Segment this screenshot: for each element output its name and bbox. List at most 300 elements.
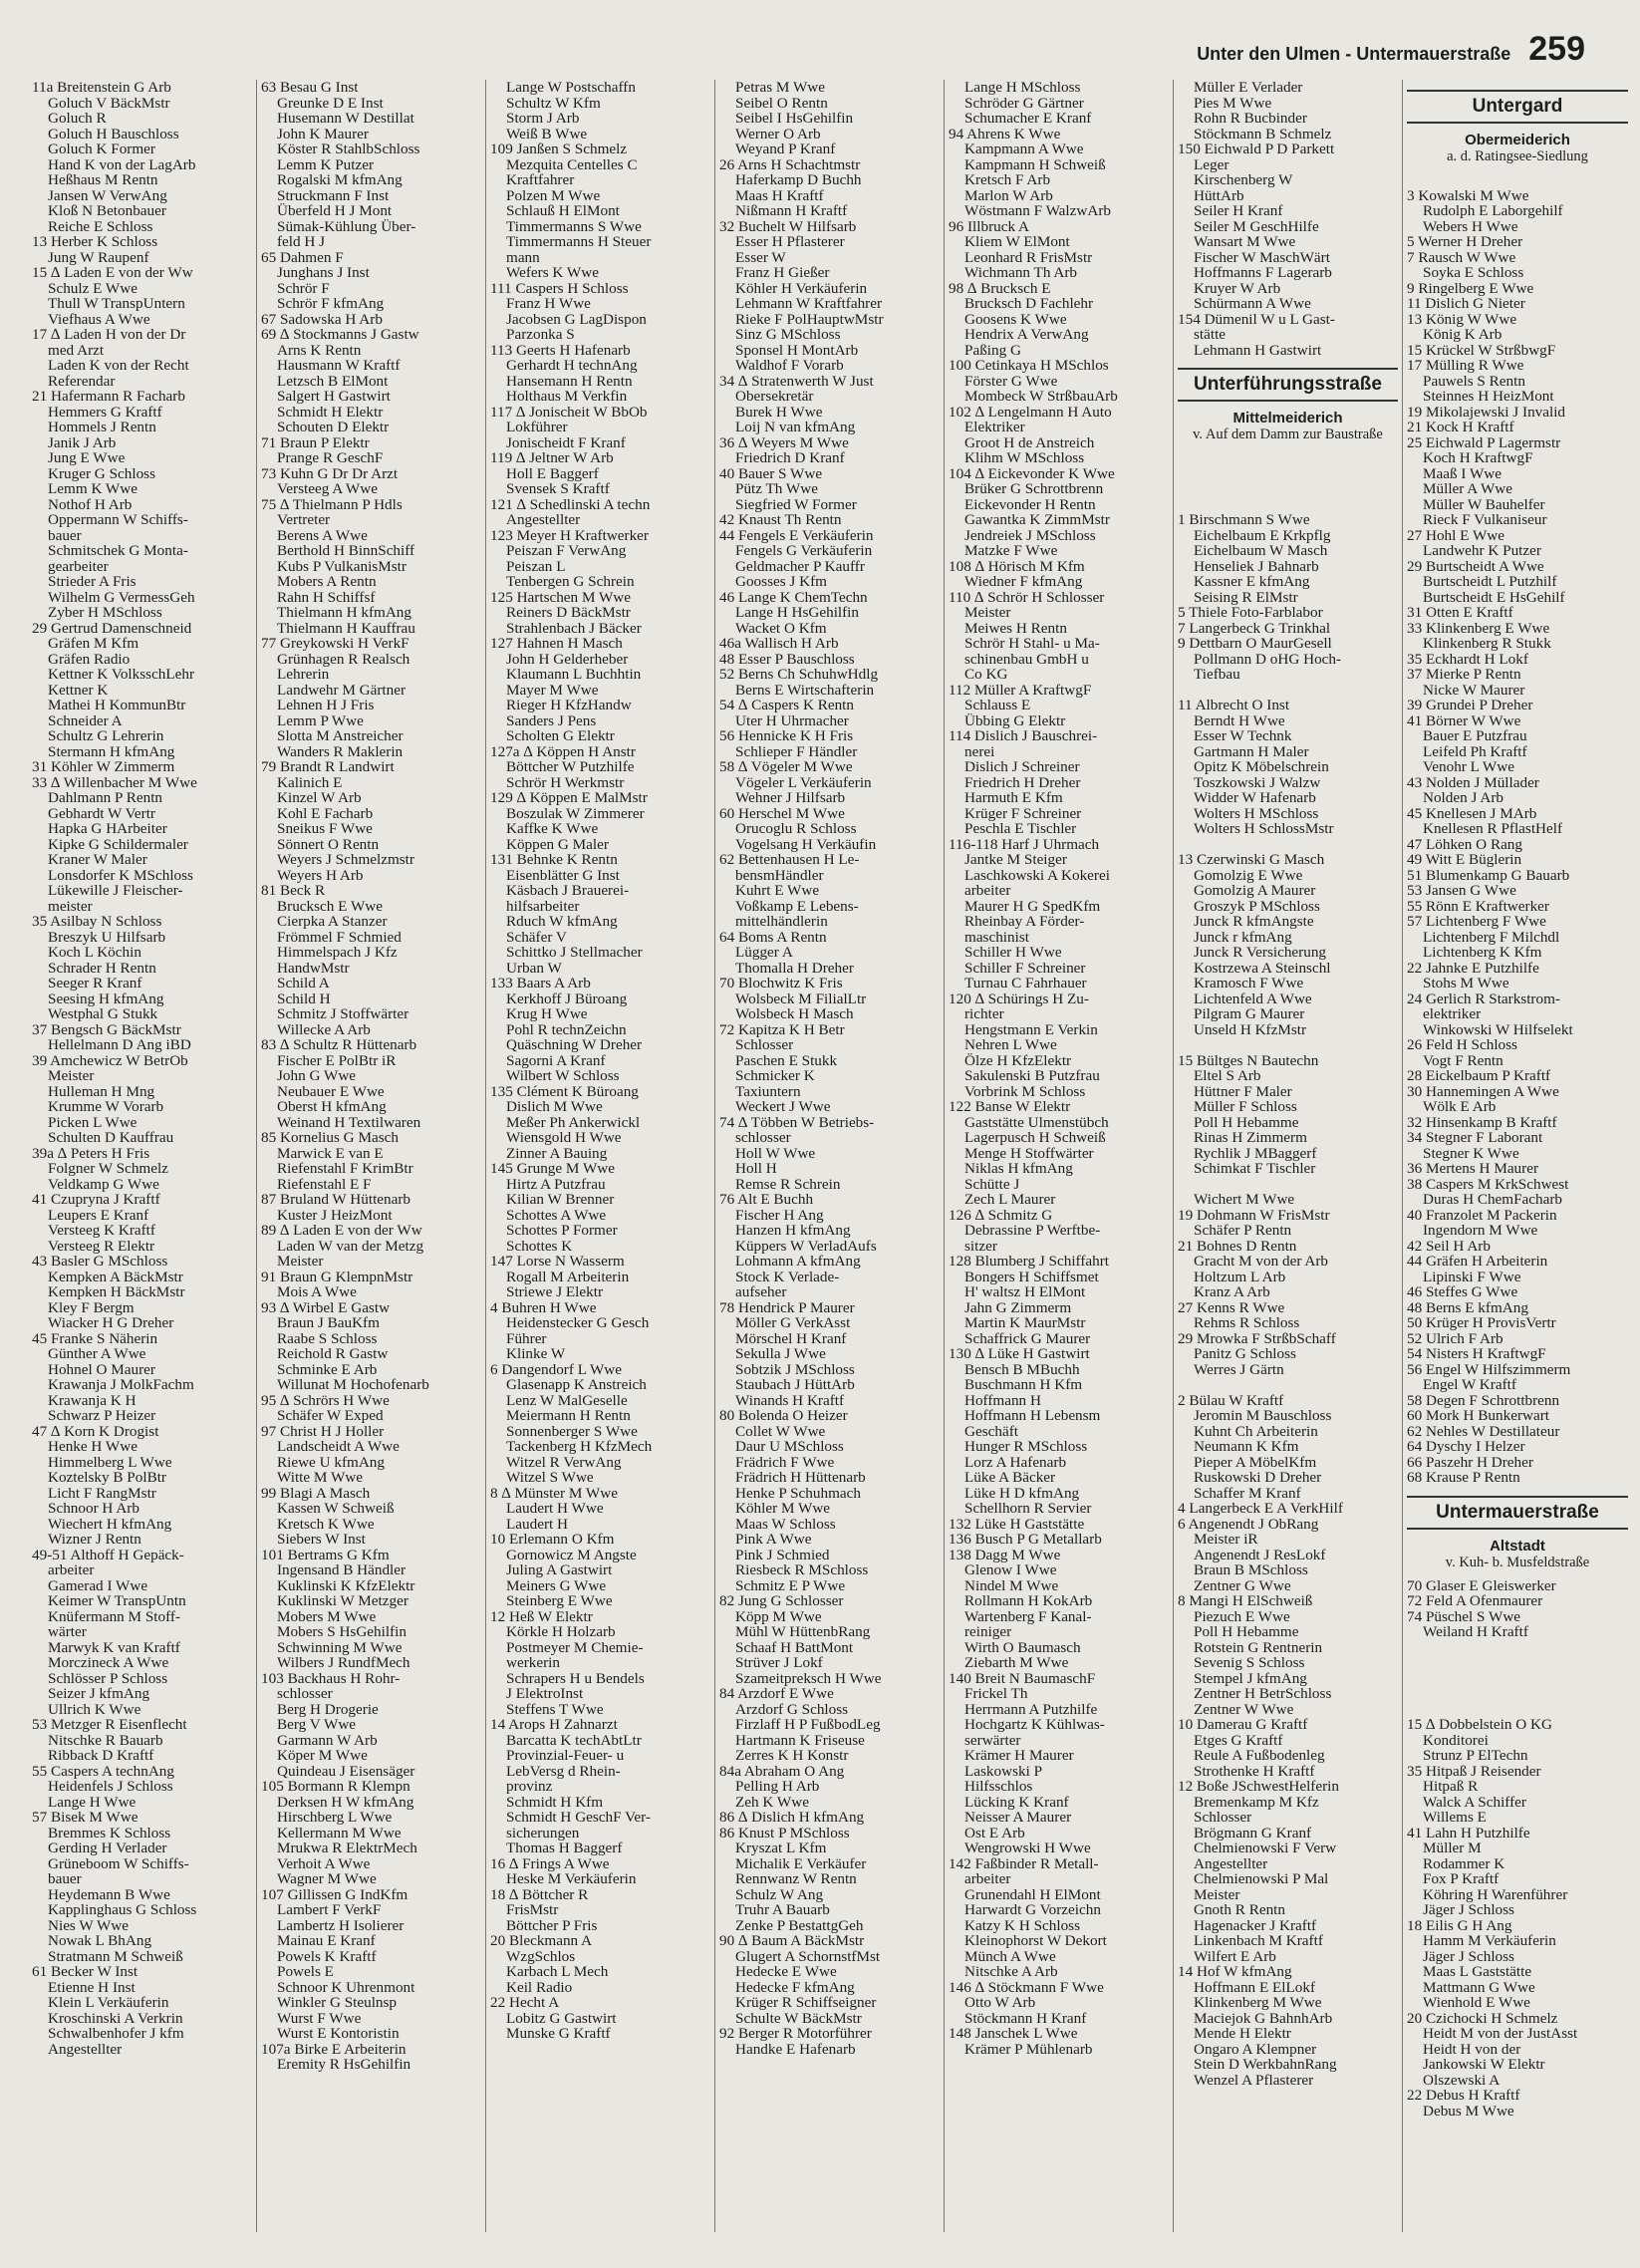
directory-entry: 19 Mikolajewski J Invalid [1407, 404, 1566, 420]
directory-entry: wärter [48, 1624, 87, 1640]
directory-entry: 45 Knellesen J MArb [1407, 805, 1537, 821]
directory-entry: 31 Köhler W Zimmerm [32, 759, 175, 775]
directory-entry: Mühl W HüttenbRang [735, 1624, 871, 1640]
directory-entry: Wiacker H G Dreher [48, 1315, 174, 1331]
directory-entry: Rogall M Arbeiterin [506, 1269, 630, 1284]
directory-entry: Wurst E Kontoristin [277, 2026, 400, 2042]
directory-entry: 125 Hartschen M Wwe [490, 589, 632, 605]
directory-entry: 154 Dümenil W u L Gast- [1178, 311, 1335, 327]
directory-entry: Angestellter [1194, 1855, 1268, 1871]
directory-entry: arbeiter [964, 883, 1011, 899]
directory-entry: Hartmann K Friseuse [735, 1732, 865, 1748]
directory-entry: 53 Metzger R Eisenflecht [32, 1717, 187, 1733]
directory-entry: Willems E [1423, 1810, 1487, 1826]
directory-entry: maschinist [964, 929, 1029, 945]
spacer [1178, 497, 1398, 513]
directory-entry: Krüger F Schreiner [964, 805, 1082, 821]
directory-entry: Kraner W Maler [48, 852, 147, 868]
directory-entry: 8 Mangi H ElSchweiß [1178, 1593, 1313, 1609]
directory-entry: Meßer Ph Ankerwickl [506, 1114, 641, 1130]
directory-entry: Seesing H kfmAng [48, 991, 164, 1006]
directory-entry: Klinkenberg M Wwe [1194, 1995, 1322, 2011]
directory-entry: Holl H [735, 1161, 777, 1177]
directory-entry: 41 Czupryna J Kraftf [32, 1192, 160, 1208]
directory-entry: Voßkamp E Lebens- [735, 898, 859, 914]
directory-entry: Kettner K VolksschLehr [48, 667, 195, 683]
directory-entry: nerei [964, 743, 995, 759]
directory-entry: Mende H Elektr [1194, 2026, 1291, 2042]
directory-entry: Seeger R Kranf [48, 976, 142, 992]
directory-entry: 29 Burtscheidt A Wwe [1407, 558, 1544, 574]
running-head: Unter den Ulmen - Untermauerstraße [1197, 44, 1511, 64]
directory-entry: Lonsdorfer K MSchloss [48, 867, 193, 883]
directory-entry: Schlauß H ElMont [506, 203, 620, 219]
directory-entry: Nolden J Arb [1423, 790, 1503, 806]
directory-entry: Pollmann D oHG Hoch- [1194, 651, 1342, 667]
directory-entry: J ElektroInst [506, 1686, 584, 1702]
directory-entry: Wolters H MSchloss [1194, 805, 1319, 821]
directory-entry: Müller F Schloss [1194, 1099, 1297, 1115]
directory-entry: 42 Knaust Th Rentn [719, 512, 842, 528]
directory-entry: Poll H Hebamme [1194, 1114, 1299, 1130]
column-7 [1403, 80, 1632, 2232]
directory-entry: 15 Bültges N Bautechn [1178, 1052, 1319, 1068]
directory-entry: Janik J Arb [48, 434, 117, 450]
directory-entry: Rodammer K [1423, 1855, 1505, 1871]
directory-entry: Henke H Wwe [48, 1439, 137, 1455]
spacer [1178, 1177, 1398, 1193]
directory-entry: Brucksch D Fachlehr [964, 296, 1094, 312]
directory-entry: Böttcher W Putzhilfe [506, 759, 635, 775]
directory-entry: Angenendt J ResLokf [1194, 1547, 1326, 1562]
directory-entry: Raabe S Schloss [277, 1330, 378, 1346]
spacer [1178, 1377, 1398, 1393]
directory-entry: Zentner W Wwe [1194, 1701, 1294, 1717]
directory-entry: Käsbach J Brauerei- [506, 883, 630, 899]
directory-entry: Tiefbau [1194, 667, 1240, 683]
directory-entry: 16 ∆ Frings A Wwe [490, 1855, 610, 1871]
directory-entry: Laskowski P [964, 1763, 1043, 1779]
directory-entry: Siegfried W Former [735, 496, 857, 512]
directory-entry: 49 Witt E Büglerin [1407, 852, 1522, 868]
directory-entry: Menge H Stoffwärter [964, 1145, 1094, 1161]
directory-entry: sicherungen [506, 1825, 580, 1841]
directory-entry: 5 Thiele Foto-Farblabor [1178, 605, 1323, 621]
directory-entry: Eichelbaum E Krkpflg [1194, 527, 1331, 543]
directory-entry: 14 Hof W kfmAng [1178, 1964, 1292, 1980]
directory-entry: Schminke E Arb [277, 1361, 378, 1377]
directory-entry: Zerres K H Konstr [735, 1748, 849, 1764]
directory-entry: Schmicker K [735, 1068, 815, 1084]
directory-entry: Boszulak W Zimmerer [506, 805, 645, 821]
directory-entry: Stempel J kfmAng [1194, 1670, 1307, 1686]
directory-entry: Führer [506, 1330, 547, 1346]
directory-entry: Postmeyer M Chemie- [506, 1639, 644, 1655]
directory-entry: Hellelmann D Ang iBD [48, 1037, 191, 1053]
directory-entry: Riewe U kfmAng [277, 1454, 385, 1470]
directory-entry: 17 ∆ Laden H von der Dr [32, 327, 186, 343]
directory-entry: 133 Baars A Arb [490, 976, 591, 992]
directory-entry: Wichert M Wwe [1194, 1192, 1295, 1208]
directory-entry: Maas H Kraftf [735, 187, 824, 203]
directory-entry: Kuster J HeizMont [277, 1207, 393, 1223]
street-range: a. d. Ratingsee-Siedlung [1447, 148, 1588, 164]
directory-entry: Berg H Drogerie [277, 1701, 379, 1717]
directory-entry: Steinberg E Wwe [506, 1593, 613, 1609]
district-heading: Mittelmeiderich [1232, 410, 1343, 426]
directory-entry: Schlosser [735, 1037, 794, 1053]
directory-entry: Lehrerin [277, 667, 330, 683]
directory-entry: Timmermanns S Wwe [506, 218, 642, 234]
directory-entry: Weyers H Arb [277, 867, 364, 883]
directory-entry: 84a Abraham O Ang [719, 1763, 845, 1779]
directory-entry: 39 Amchewicz W BetrOb [32, 1052, 188, 1068]
directory-entry: Jung W Raupenf [48, 249, 149, 265]
directory-entry: hilfsarbeiter [506, 898, 580, 914]
directory-entry: 40 Franzolet M Packerin [1407, 1207, 1557, 1223]
directory-entry: Klihm W MSchloss [964, 450, 1085, 466]
directory-entry: Taxiuntern [735, 1083, 801, 1099]
directory-entry: Vogt F Rentn [1423, 1052, 1503, 1068]
directory-entry: 138 Dagg M Wwe [949, 1547, 1061, 1562]
directory-entry: Lipinski F Wwe [1423, 1269, 1521, 1284]
directory-entry: Winkowski W Hilfselekt [1423, 1021, 1573, 1037]
directory-entry: Müller M [1423, 1841, 1482, 1856]
directory-entry: Licht F RangMstr [48, 1485, 156, 1501]
directory-entry: Kretsch K Wwe [277, 1516, 375, 1532]
directory-entry: Esser H Pflasterer [735, 234, 845, 250]
directory-entry: Jonischeidt F Kranf [506, 434, 626, 450]
directory-entry: Lange H Wwe [48, 1794, 137, 1810]
directory-entry: Holl W Wwe [735, 1145, 816, 1161]
directory-entry: schlosser [277, 1686, 333, 1702]
directory-entry: Wenzel A Pflasterer [1194, 2072, 1314, 2088]
directory-entry: Laden K von der Recht [48, 358, 189, 374]
directory-entry: 103 Backhaus H Rohr- [261, 1670, 401, 1686]
directory-entry: 81 Beck R [261, 883, 326, 899]
directory-entry: Engel W Kraftf [1423, 1377, 1516, 1393]
directory-entry: Michalik E Verkäufer [735, 1855, 867, 1871]
directory-entry: Schmitschek G Monta- [48, 543, 188, 559]
directory-entry: aufseher [735, 1284, 787, 1300]
directory-entry: Struckmann F Inst [277, 187, 390, 203]
directory-entry: 107 Gillissen G IndKfm [261, 1886, 409, 1902]
directory-entry: 29 Mrowka F StrßbSchaff [1178, 1330, 1336, 1346]
directory-entry: 58 ∆ Vögeler M Wwe [719, 759, 853, 775]
directory-entry: Esser W Technk [1194, 728, 1292, 744]
directory-entry: Thull W TranspUntern [48, 296, 185, 312]
directory-entry: 12 Boße JSchwestHelferin [1178, 1779, 1339, 1795]
directory-entry: Kalinich E [277, 774, 343, 790]
directory-entry: Berns E Wirtschafterin [735, 682, 875, 698]
directory-entry: Marwick E van E [277, 1145, 384, 1161]
directory-entry: Wichmann Th Arb [964, 265, 1077, 281]
directory-entry: Olszewski A [1423, 2072, 1501, 2088]
spacer [1178, 1037, 1398, 1053]
spacer [1407, 172, 1628, 188]
directory-entry: Lücking K Kranf [964, 1794, 1069, 1810]
directory-entry: Schiller H Wwe [964, 945, 1062, 961]
directory-entry: Krawanja J MolkFachm [48, 1377, 194, 1393]
directory-entry: Veldkamp G Wwe [48, 1176, 159, 1192]
directory-entry: Kryszat L Kfm [735, 1841, 827, 1856]
directory-entry: Winands H Kraftf [735, 1392, 845, 1408]
directory-entry: Heidenstecker G Gesch [506, 1315, 650, 1331]
directory-entry: 79 Brandt R Landwirt [261, 759, 395, 775]
directory-entry: Zentner G Wwe [1194, 1577, 1291, 1593]
directory-entry: Mayer M Wwe [506, 682, 599, 698]
directory-entry: 1 Birschmann S Wwe [1178, 512, 1310, 528]
directory-entry: Viefhaus A Wwe [48, 311, 150, 327]
directory-entry: Gerding H Verlader [48, 1841, 167, 1856]
directory-entry: Schwarz P Heizer [48, 1408, 156, 1424]
directory-entry: Pelling H Arb [735, 1779, 820, 1795]
directory-entry: 22 Debus H Kraftf [1407, 2088, 1520, 2104]
directory-entry: Kuhnt Ch Arbeiterin [1194, 1423, 1318, 1439]
street-range: v. Auf dem Damm zur Baustraße [1193, 426, 1383, 442]
directory-entry: serwärter [964, 1732, 1021, 1748]
directory-entry: Köper M Wwe [277, 1748, 368, 1764]
directory-entry: 33 Klinkenberg E Wwe [1407, 620, 1550, 636]
directory-entry: Peiszan F VerwAng [506, 543, 627, 559]
directory-entry: Wurst F Wwe [277, 2010, 362, 2026]
directory-entry: 11 Albrecht O Inst [1178, 698, 1290, 713]
directory-entry: Vogelsang H Verkäufin [735, 836, 877, 852]
directory-entry: 38 Caspers M KrkSchwest [1407, 1176, 1569, 1192]
directory-entry: Sneikus F Wwe [277, 821, 373, 837]
directory-entry: Seibel O Rentn [735, 95, 828, 111]
directory-entry: 15 ∆ Laden E von der Ww [32, 265, 193, 281]
directory-entry: Groszyk P MSchloss [1194, 898, 1320, 914]
directory-entry: Kretsch F Arb [964, 172, 1051, 188]
directory-entry: 130 ∆ Lüke H Gastwirt [949, 1346, 1090, 1362]
directory-entry: Walck A Schiffer [1423, 1794, 1526, 1810]
directory-entry: 119 ∆ Jeltner W Arb [490, 450, 614, 466]
directory-entry: Schottes P Former [506, 1223, 618, 1239]
directory-entry: 78 Hendrick P Maurer [719, 1299, 855, 1315]
directory-entry: Heßhaus M Rentn [48, 172, 158, 188]
directory-entry: Provinzial-Feuer- u [506, 1748, 625, 1764]
directory-entry: Lichtenfeld A Wwe [1194, 991, 1312, 1006]
directory-entry: Stock K Verlade- [735, 1269, 840, 1284]
directory-entry: 148 Janschek L Wwe [949, 2026, 1078, 2042]
directory-entry: Marlon W Arb [964, 187, 1053, 203]
directory-entry: Wilhelm G VermessGeh [48, 589, 195, 605]
directory-entry: Köppen G Maler [506, 836, 609, 852]
directory-entry: Rychlik J MBaggerf [1194, 1145, 1317, 1161]
directory-entry: Nowak L BhAng [48, 1933, 152, 1949]
directory-entry: Duras H ChemFacharb [1423, 1192, 1563, 1208]
directory-entry: Eisenblätter G Inst [506, 867, 620, 883]
directory-entry: Martin K MaurMstr [964, 1315, 1086, 1331]
directory-entry: 107a Birke E Arbeiterin [261, 2041, 407, 2057]
directory-entry: 6 Angenendt J ObRang [1178, 1516, 1319, 1532]
directory-entry: Schaffrick G Maurer [964, 1330, 1091, 1346]
directory-entry: 36 ∆ Weyers M Wwe [719, 434, 849, 450]
directory-entry: 13 Herber K Schloss [32, 234, 158, 250]
directory-entry: Lobitz G Gastwirt [506, 2010, 617, 2026]
directory-entry: Svensek S Kraftf [506, 481, 610, 497]
directory-entry: Strothenke H Kraftf [1194, 1763, 1315, 1779]
directory-entry: Wölk E Arb [1423, 1099, 1497, 1115]
directory-entry: Nies W Wwe [48, 1917, 129, 1933]
directory-entry: Weyers J Schmelzmstr [277, 852, 414, 868]
directory-entry: 22 Hecht A [490, 1995, 560, 2011]
directory-entry: Kloß N Betonbauer [48, 203, 166, 219]
directory-entry: Nehren L Wwe [964, 1037, 1057, 1053]
directory-entry: Rduch W kfmAng [506, 914, 618, 930]
directory-entry: Turnau C Fahrhauer [964, 976, 1087, 992]
directory-entry: Etienne H Inst [48, 1979, 136, 1995]
directory-entry: Katzy K H Schloss [964, 1917, 1081, 1933]
directory-entry: Himmelberg L Wwe [48, 1454, 172, 1470]
directory-entry: Nicke W Maurer [1423, 682, 1525, 698]
directory-entry: 111 Caspers H Schloss [490, 280, 629, 296]
directory-entry: Schneider A [48, 712, 123, 728]
directory-entry: Krumme W Vorarb [48, 1099, 164, 1115]
directory-entry: Witzel S Wwe [506, 1470, 594, 1486]
directory-entry: Lange W Postschaffn [506, 80, 636, 96]
directory-entry: Wilfert E Arb [1194, 1948, 1276, 1964]
directory-entry: Schaffer M Kranf [1194, 1485, 1301, 1501]
directory-entry: Hansemann H Rentn [506, 373, 633, 389]
directory-entry: 25 Eichwald P Lagermstr [1407, 434, 1561, 450]
column-4 [715, 80, 945, 2232]
directory-entry: Lambertz H Isolierer [277, 1917, 405, 1933]
directory-entry: Schwinning M Wwe [277, 1639, 403, 1655]
directory-entry: Wöstmann F WalzwArb [964, 203, 1111, 219]
spacer [1407, 1640, 1628, 1656]
directory-entry: Kampmann A Wwe [964, 142, 1084, 157]
directory-entry: 66 Paszehr H Dreher [1407, 1454, 1533, 1470]
directory-entry: Berg V Wwe [277, 1717, 357, 1733]
page-number: 259 [1528, 30, 1585, 68]
directory-entry: Kraftfahrer [506, 172, 575, 188]
directory-entry: mittelhändlerin [735, 914, 828, 930]
directory-entry: Dahlmann P Rentn [48, 790, 163, 806]
directory-entry: Heydemann B Wwe [48, 1886, 170, 1902]
directory-entry: 90 ∆ Baum A BäckMstr [719, 1933, 865, 1949]
directory-entry: Frömmel F Schmied [277, 929, 402, 945]
directory-entry: Rotstein G Rentnerin [1194, 1639, 1323, 1655]
directory-entry: Zech L Maurer [964, 1192, 1056, 1208]
directory-entry: Karbach L Mech [506, 1964, 609, 1980]
directory-entry: Neubauer E Wwe [277, 1083, 385, 1099]
directory-entry: Lügger A [735, 945, 793, 961]
directory-entry: Kruger G Schloss [48, 465, 155, 481]
directory-entry: 73 Kuhn G Dr Dr Arzt [261, 465, 399, 481]
directory-entry: Holl E Baggerf [506, 465, 599, 481]
directory-entry: König K Arb [1423, 327, 1503, 343]
directory-entry: Holthaus M Verkfin [506, 389, 628, 405]
directory-entry: Schrör F kfmAng [277, 296, 385, 312]
directory-entry: Lorz A Hafenarb [964, 1454, 1067, 1470]
directory-entry: 13 König W Wwe [1407, 311, 1517, 327]
directory-entry: Schnoor H Arb [48, 1501, 139, 1517]
directory-entry: Schild H [277, 991, 331, 1006]
directory-entry: Krüger R Schiffseigner [735, 1995, 877, 2011]
directory-entry: Scholten G Elektr [506, 728, 615, 744]
directory-entry: Reule A Fußbodenleg [1194, 1748, 1325, 1764]
directory-entry: Seiler M GeschHilfe [1194, 218, 1319, 234]
directory-entry: Mathei H KommunBtr [48, 698, 186, 713]
directory-entry: Pink J Schmied [735, 1547, 830, 1562]
directory-entry: 46a Wallisch H Arb [719, 636, 839, 652]
directory-entry: Webers H Wwe [1423, 218, 1518, 234]
directory-entry: 69 ∆ Stockmanns J Gastw [261, 327, 419, 343]
directory-entry: Kubs P VulkanisMstr [277, 558, 407, 574]
directory-entry: Hüttner F Maler [1194, 1083, 1292, 1099]
directory-entry: Schittko J Stellmacher [506, 945, 643, 961]
directory-entry: Gomolzig E Wwe [1194, 867, 1303, 883]
directory-entry: Hoffmann H [964, 1392, 1041, 1408]
directory-entry: Morczineck A Wwe [48, 1655, 169, 1671]
directory-entry: 64 Boms A Rentn [719, 929, 827, 945]
directory-entry: Schlosser [1194, 1810, 1252, 1826]
directory-entry: Fischer E PolBtr iR [277, 1052, 397, 1068]
directory-entry: 27 Hohl E Wwe [1407, 527, 1504, 543]
directory-entry: arbeiter [48, 1562, 95, 1578]
directory-entry: 140 Breit N BaumaschF [949, 1670, 1096, 1686]
directory-entry: Pohl R technZeichn [506, 1021, 627, 1037]
directory-entry: Poll H Hebamme [1194, 1624, 1299, 1640]
directory-entry: Jäger J Schloss [1423, 1902, 1514, 1918]
directory-entry: bauer [48, 1871, 82, 1887]
directory-entry: Wiensgold H Wwe [506, 1130, 622, 1146]
directory-entry: 51 Blumenkamp G Bauarb [1407, 867, 1570, 883]
directory-entry: Jantke M Steiger [964, 852, 1067, 868]
directory-entry: Wartenberg F Kanal- [964, 1608, 1092, 1624]
directory-entry: Schäfer P Rentn [1194, 1223, 1292, 1239]
directory-entry: Krug H Wwe [506, 1006, 588, 1022]
directory-entry: Laden W van der Metzg [277, 1238, 424, 1254]
directory-entry: Burtscheidt E HsGehilf [1423, 589, 1565, 605]
directory-entry: HüttArb [1194, 187, 1244, 203]
directory-entry: Lange H HsGehilfin [735, 605, 859, 621]
directory-entry: 4 Langerbeck E A VerkHilf [1178, 1501, 1343, 1517]
directory-entry: 95 ∆ Schrörs H Wwe [261, 1392, 390, 1408]
directory-entry: Panitz G Schloss [1194, 1346, 1296, 1362]
directory-entry: Hand K von der LagArb [48, 156, 196, 172]
directory-entry: Angestellter [506, 512, 581, 528]
directory-entry: Lüke A Bäcker [964, 1470, 1056, 1486]
directory-entry: Lohmann A kfmAng [735, 1254, 861, 1270]
directory-entry: 30 Hannemingen A Wwe [1407, 1083, 1559, 1099]
directory-entry: Hoffmann H Lebensm [964, 1408, 1101, 1424]
directory-entry: 46 Lange K ChemTechn [719, 589, 868, 605]
directory-entry: Lenz W MalGeselle [506, 1392, 628, 1408]
directory-entry: Munske G Kraftf [506, 2026, 611, 2042]
directory-entry: Schmidt H Elektr [277, 404, 384, 420]
directory-entry: Storm J Arb [506, 111, 580, 127]
directory-entry: 52 Ulrich F Arb [1407, 1330, 1503, 1346]
directory-entry: Harmuth E Kfm [964, 790, 1063, 806]
directory-entry: Schnoor K Uhrenmont [277, 1979, 415, 1995]
directory-entry: 32 Buchelt W Hilfsarb [719, 218, 857, 234]
directory-entry: Henke P Schuhmach [735, 1485, 861, 1501]
directory-entry: Müller W Bauhelfer [1423, 496, 1545, 512]
directory-entry: 99 Blagi A Masch [261, 1485, 371, 1501]
directory-entry: Förster G Wwe [964, 373, 1058, 389]
directory-entry: Schottes A Wwe [506, 1207, 607, 1223]
directory-entry: Hunger R MSchloss [964, 1439, 1088, 1455]
directory-entry: Referendar [48, 373, 116, 389]
directory-entry: Junck R kfmAngste [1194, 914, 1314, 930]
directory-entry: Hanzen H kfmAng [735, 1223, 851, 1239]
directory-entry: Hagenacker J Kraftf [1194, 1917, 1317, 1933]
directory-entry: Kilian W Brenner [506, 1192, 615, 1208]
directory-entry: schlosser [735, 1130, 791, 1146]
